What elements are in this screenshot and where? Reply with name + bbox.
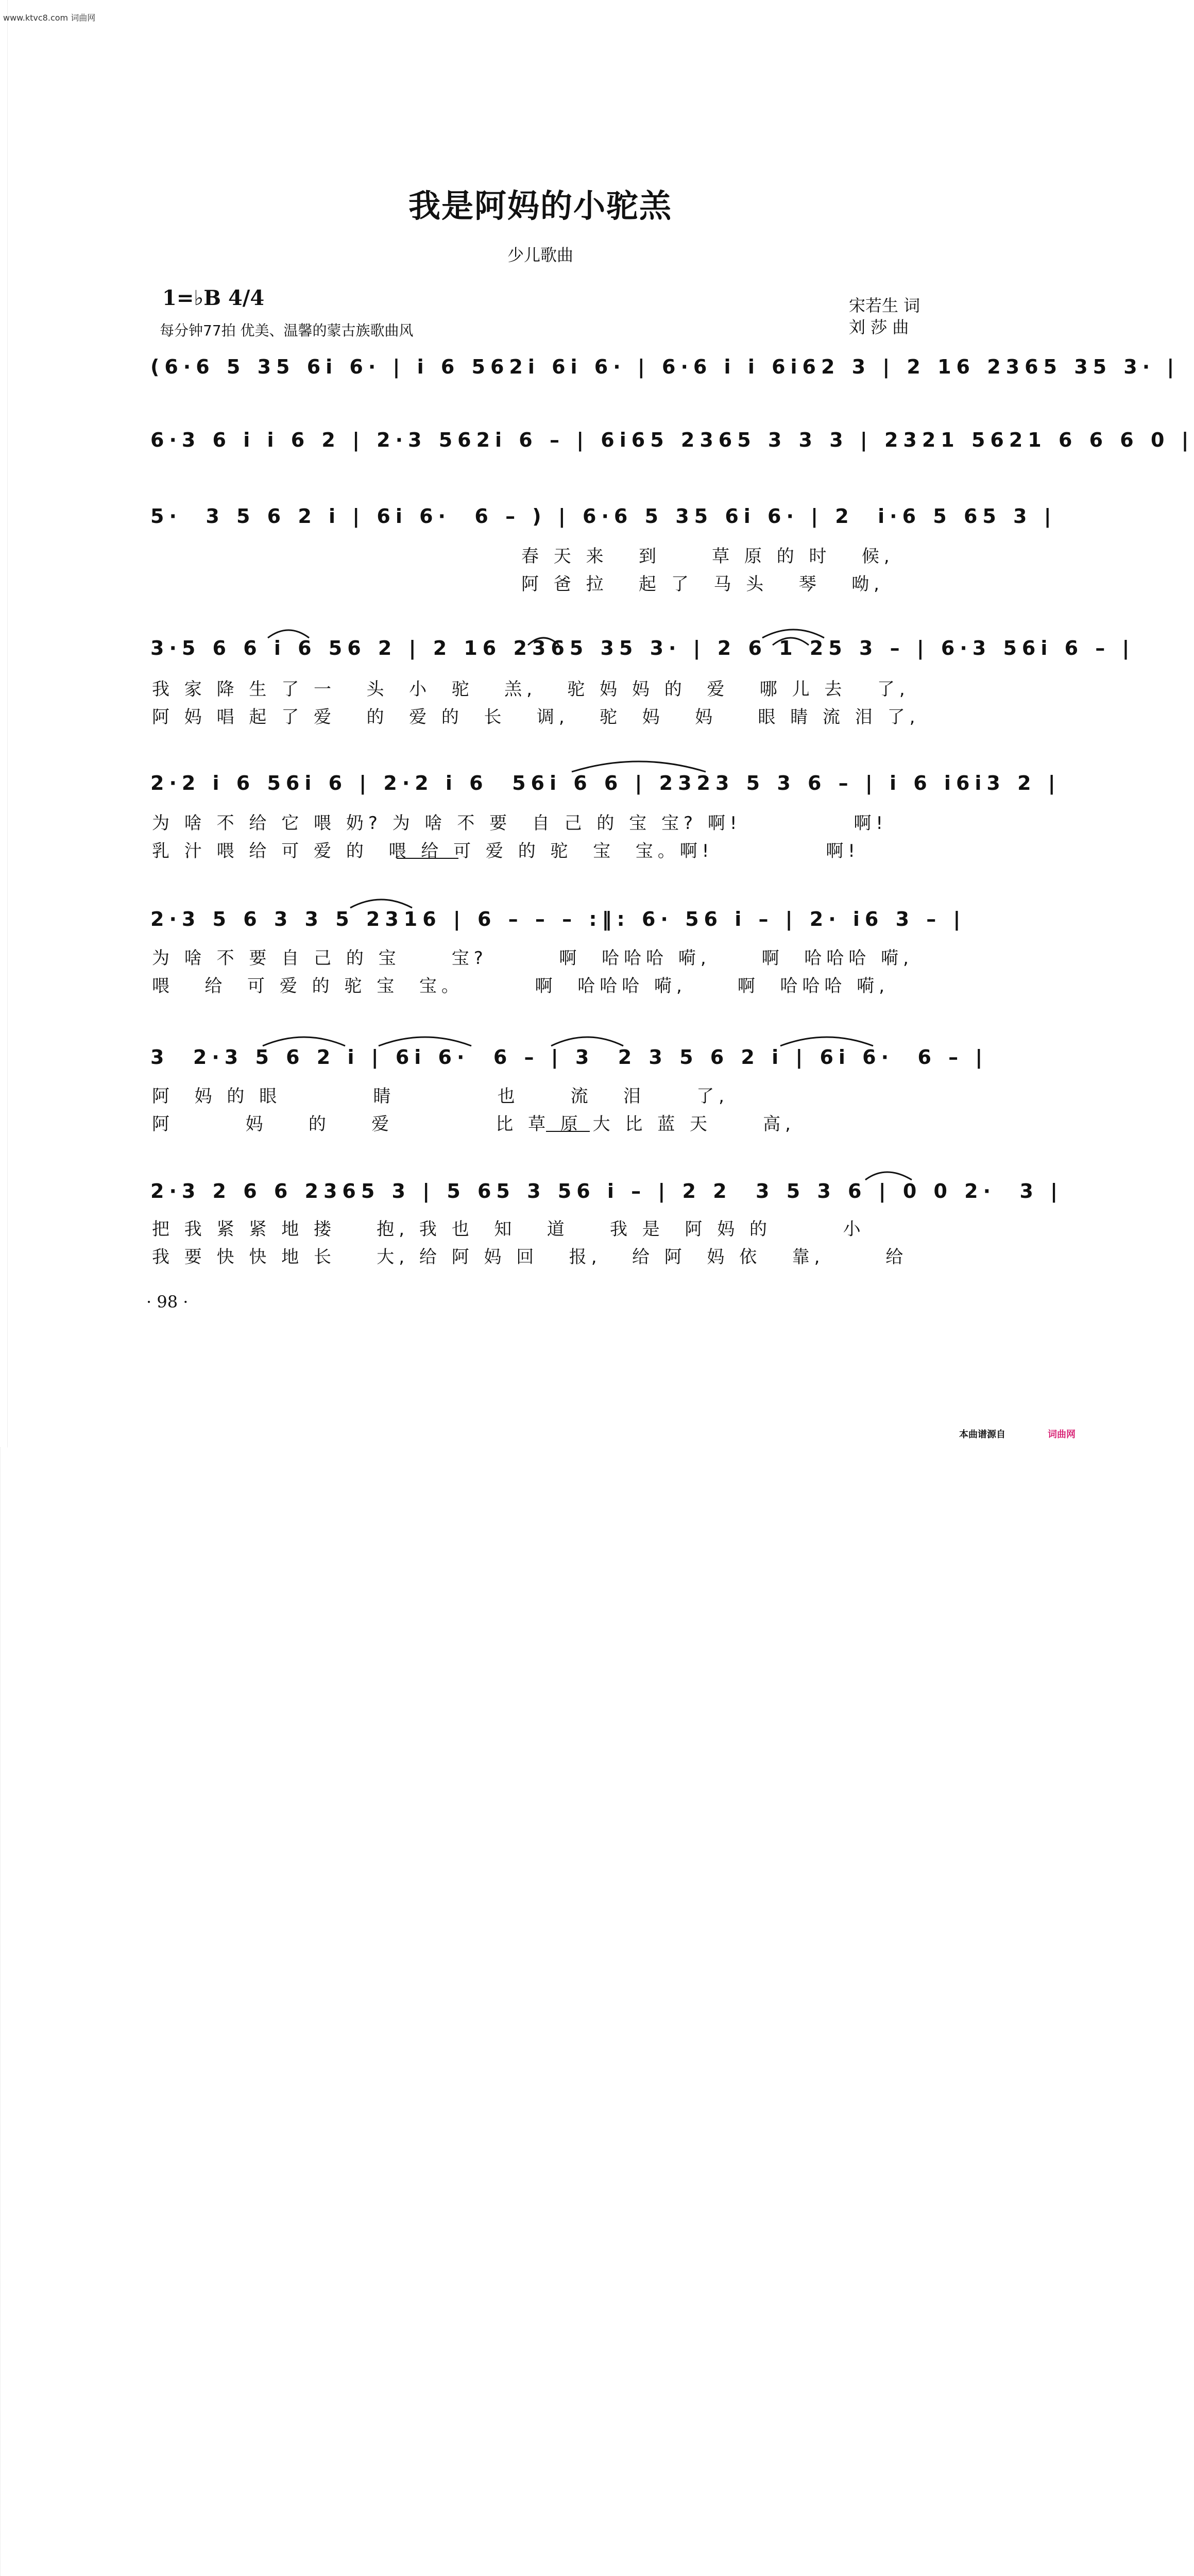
lyric-line-4b: 阿 妈 唱 起 了 爱 的 爱 的 长 调, 驼 妈 妈 眼 睛 流 泪 了, [152,707,920,727]
slur-mark [865,1172,912,1180]
slur-mark [350,900,412,908]
slur-mark [379,1037,471,1046]
lyric-line-7a: 阿 妈 的 眼 睛 也 流 泪 了, [152,1086,729,1107]
lyric-line-8a: 把 我 紧 紧 地 搂 抱, 我 也 知 道 我 是 阿 妈 的 小 [152,1219,865,1240]
right-margin-watermark [0,1447,8,2576]
composer-credit: 刘 莎 曲 [849,317,909,337]
lyric-line-5a: 为 啥 不 给 它 喂 奶? 为 啥 不 要 自 己 的 宝 宝? 啊! 啊! [152,813,888,834]
notation-line-1: (6·6 5 35 6i 6· | i 6 562i 6i 6· | 6·6 i i 6i62 3 | 2 16 2365 35 3· | [150,355,1180,378]
lyric-line-8b: 我 要 快 快 地 长 大, 给 阿 妈 回 报, 给 阿 妈 依 靠, 给 [152,1247,908,1267]
notation-line-5: 2·2 i 6 56i 6 | 2·2 i 6 56i 6 6 | 2323 5 3 6 – | i 6 i6i3 2 | [150,772,1061,794]
lyric-line-4a: 我 家 降 生 了 一 头 小 驼 羔, 驼 妈 妈 的 爱 哪 儿 去 了, [152,679,910,700]
notation-line-7: 3 2·3 5 6 2 i | 6i 6· 6 – | 3 2 3 5 6 2 i | 6i 6· 6 – | [150,1046,988,1069]
lyricist-credit: 宋若生 词 [849,296,920,315]
tempo-marking: 每分钟77拍 优美、温馨的蒙古族歌曲风 [160,322,414,339]
lyric-line-6a: 为 啥 不 要 自 己 的 宝 宝? 啊 哈哈哈 嗬, 啊 哈哈哈 嗬, [152,948,913,969]
key-signature: 1=♭B 4/4 [162,286,265,310]
lyric-line-3a: 春 天 来 到 草 原 的 时 候, [521,546,894,567]
notation-line-6: 2·3 5 6 3 3 5 2316 | 6 – – – :‖: 6· 56 i – | 2· i6 3 – | [150,908,966,930]
lyric-line-6b: 喂 给 可 爱 的 驼 宝 宝。 啊 哈哈哈 嗬, 啊 哈哈哈 嗬, [152,976,890,996]
slur-mark [572,761,706,772]
notation-line-3: 5· 3 5 6 2 i | 6i 6· 6 – ) | 6·6 5 35 6i 6· | 2 i·6 5 65 3 | [150,505,1056,528]
song-subtitle: 少儿歌曲 [507,245,573,265]
slur-mark [780,1037,873,1046]
lyric-line-3b: 阿 爸 拉 起 了 马 头 琴 呦, [521,574,884,595]
lyric-line-7b: 阿 妈 的 爱 比 草 原 大 比 蓝 天 高, [152,1114,795,1134]
notation-line-8: 2·3 2 6 6 2365 3 | 5 65 3 56 i – | 2 2 3 5 3 6 | 0 0 2· 3 | [150,1180,1063,1202]
slur-mark [263,1037,345,1046]
notation-line-2: 6·3 6 i i 6 2 | 2·3 562i 6 – | 6i65 2365 3 3 3 | 2321 5621 6 6 6 0 | [150,429,1194,451]
source-note: 本曲谱源自 [959,1429,1005,1440]
song-title: 我是阿妈的小驼羔 [408,187,672,225]
site-watermark: www.ktvc8.com 词曲网 [3,13,96,23]
brand-logo[interactable]: 词曲网 [1048,1429,1076,1440]
lyric-line-5b: 乳 汁 喂 给 可 爱 的 喂 给 可 爱 的 驼 宝 宝。啊! 啊! [152,841,860,861]
slur-mark [551,1037,623,1046]
notation-line-4: 3·5 6 6 i 6 56 2 | 2 16 2365 35 3· | 2 6 1 25 3 – | 6·3 56i 6 – | [150,637,1135,659]
page-number: · 98 · [146,1292,189,1312]
